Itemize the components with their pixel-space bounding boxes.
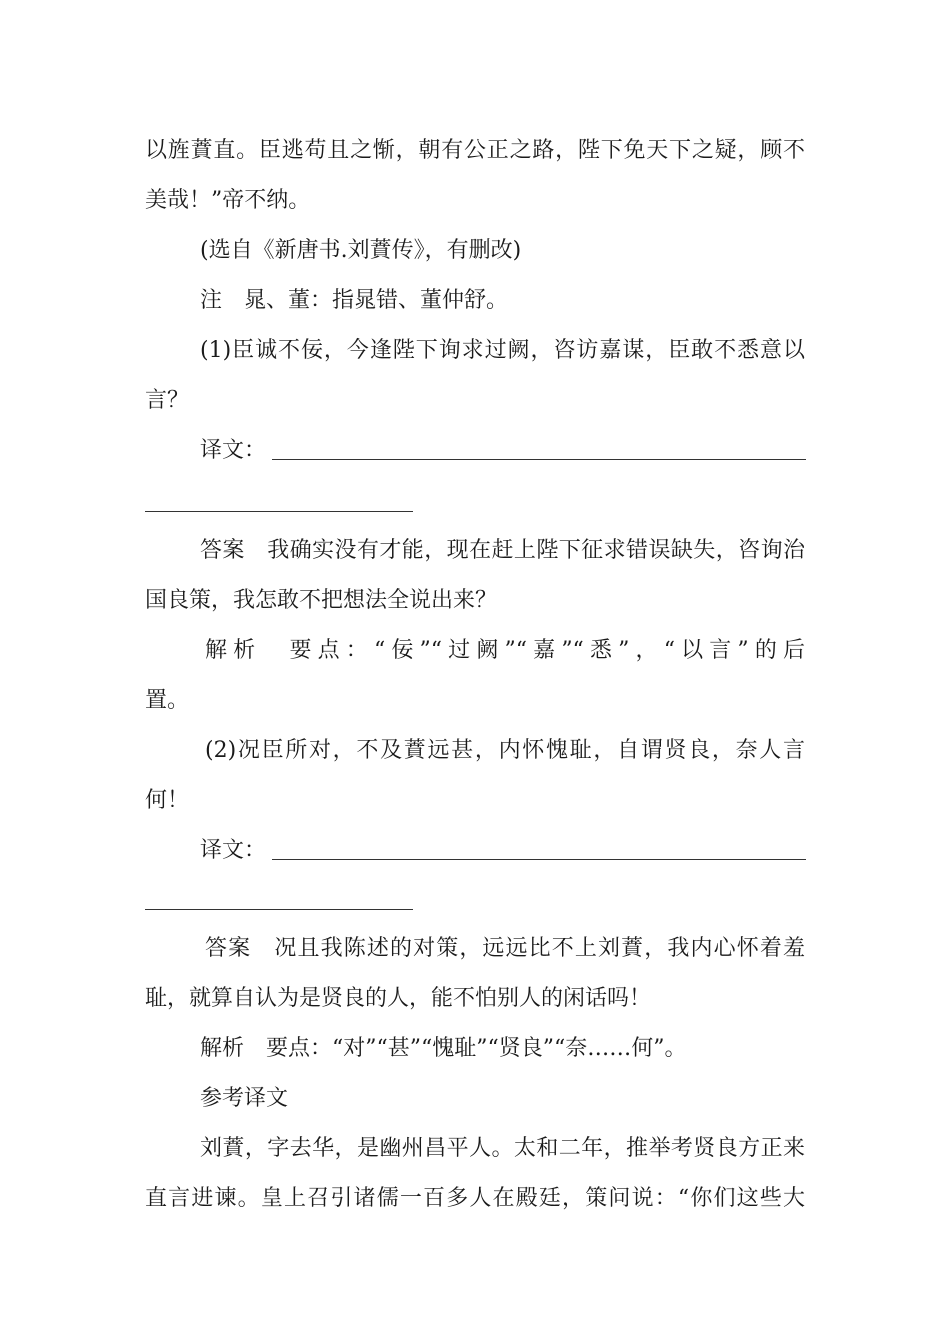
reference-line: 直言进谏。皇上召引诸儒一百多人在殿廷，策问说：“你们这些大 <box>145 1186 805 1211</box>
translation-label-2: 译文： <box>200 838 267 863</box>
passage-source: (选自《新唐书.刘蕡传》，有删改) <box>200 238 522 263</box>
question-1: (1)臣诚不佞，今逢陛下询求过阙，咨访嘉谋，臣敢不悉意以 <box>200 338 805 363</box>
translation-label-1: 译文： <box>200 438 267 463</box>
answer-blank-line <box>145 909 413 910</box>
passage-line: 以旌蕡直。臣逃苟且之惭，朝有公正之路，陛下免天下之疑，顾不 <box>145 138 805 163</box>
answer-2: 答案 况且我陈述的对策，远远比不上刘蕡，我内心怀着羞 <box>205 936 805 961</box>
answer-2-cont: 耻，就算自认为是贤良的人，能不怕别人的闲话吗！ <box>145 986 652 1011</box>
analysis-2: 解析 要点：“对”“甚”“愧耻”“贤良”“奈……何”。 <box>200 1036 687 1061</box>
passage-line: 美哉！”帝不纳。 <box>145 188 311 213</box>
answer-blank-line <box>145 511 413 512</box>
passage-note: 注 晁、董：指晁错、董仲舒。 <box>200 288 509 313</box>
question-1-cont: 言？ <box>145 388 190 413</box>
answer-1: 答案 我确实没有才能，现在赶上陛下征求错误缺失，咨询治 <box>200 538 805 563</box>
question-2: (2)况臣所对，不及蕡远甚，内怀愧耻，自谓贤良，奈人言 <box>205 738 805 763</box>
answer-1-cont: 国良策，我怎敢不把想法全说出来？ <box>145 588 498 613</box>
analysis-1-cont: 置。 <box>145 688 190 713</box>
answer-blank-line <box>272 459 806 460</box>
answer-blank-line <box>272 859 806 860</box>
reference-heading: 参考译文 <box>200 1086 289 1111</box>
question-2-cont: 何！ <box>145 788 190 813</box>
analysis-1: 解析 要点：“佞”“过阙”“嘉”“悉”，“以言”的后 <box>205 638 805 663</box>
reference-line: 刘蕡，字去华，是幽州昌平人。太和二年，推举考贤良方正来 <box>200 1136 805 1161</box>
